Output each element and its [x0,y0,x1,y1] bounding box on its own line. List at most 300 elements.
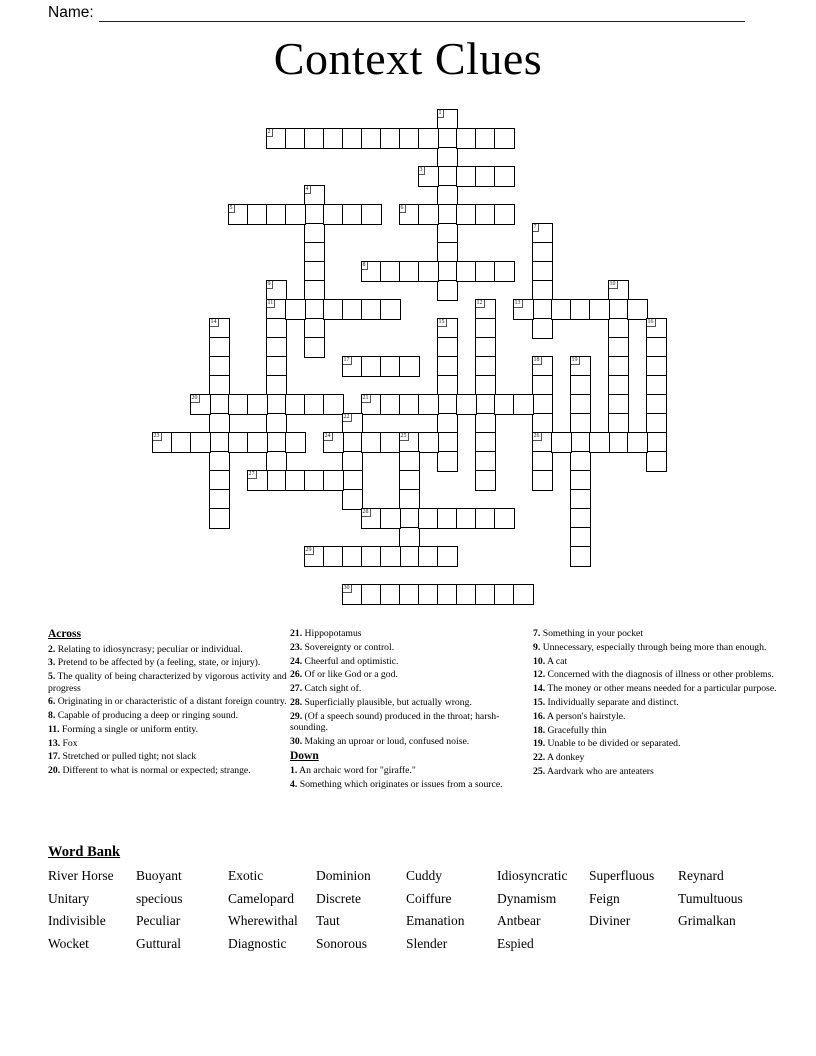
grid-cell[interactable] [380,128,401,149]
grid-cell[interactable] [475,166,496,187]
grid-cell[interactable] [627,432,648,453]
grid-cell[interactable] [532,394,553,415]
grid-cell[interactable] [190,394,211,415]
grid-cell[interactable] [418,584,439,605]
grid-cell[interactable] [475,261,496,282]
grid-cell[interactable] [304,280,325,301]
cell-number: 30 [343,585,350,591]
grid-cell[interactable] [209,375,230,396]
clue-number: 7. [533,628,541,639]
grid-cell[interactable] [399,261,420,282]
grid-cell[interactable] [380,546,401,567]
cell-number: 2 [267,129,271,135]
grid-cell[interactable] [532,299,553,320]
word-bank-word: Dominion [316,868,371,883]
grid-cell[interactable] [513,299,534,320]
grid-cell[interactable] [437,109,458,130]
grid-cell[interactable] [361,299,382,320]
clue-item: 21. Hippopotamus [290,628,362,639]
grid-cell[interactable] [209,394,230,415]
clue-number: 23. [290,641,303,653]
grid-cell[interactable] [342,470,363,491]
grid-cell[interactable] [342,584,363,605]
grid-cell[interactable] [532,242,553,263]
grid-cell[interactable] [247,470,268,491]
grid-cell[interactable] [532,470,553,491]
grid-cell[interactable] [342,413,363,434]
cell-number: 21 [362,395,369,401]
grid-cell[interactable] [380,508,401,529]
grid-cell[interactable] [475,584,496,605]
word-bank-word: Peculiar [136,913,181,928]
clue-item: 18. Gracefully thin [533,724,607,736]
grid-cell[interactable] [399,546,420,567]
grid-cell[interactable] [361,394,382,415]
grid-cell[interactable] [342,451,363,472]
clue-section-header: Across [48,628,82,640]
grid-cell[interactable] [646,394,667,415]
clues-column-left [48,628,288,779]
grid-cell[interactable] [323,394,344,415]
cell-number: 19 [571,357,578,363]
grid-cell[interactable] [437,546,458,567]
grid-cell[interactable] [627,299,648,320]
grid-cell[interactable] [399,584,420,605]
clue-item: 8. Capable of producing a deep or ringing sound. [48,710,238,722]
grid-cell[interactable] [380,299,401,320]
grid-cell[interactable] [570,432,591,453]
cell-number: 17 [343,357,350,363]
grid-cell[interactable] [228,204,249,225]
grid-cell[interactable] [190,432,211,453]
clue-number: 10. [533,655,546,667]
word-bank-word: Superfluous [589,868,655,883]
cell-number: 6 [400,205,404,211]
grid-cell[interactable] [304,185,325,206]
clue-section-header: Down [290,749,319,762]
grid-cell[interactable] [570,489,591,510]
cell-number: 4 [305,186,309,192]
grid-cell[interactable] [361,432,382,453]
grid-cell[interactable] [608,394,629,415]
name-label: Name: [48,4,94,21]
clue-item: 17. Stretched or pulled tight; not slack [48,751,197,763]
clue-item: 28. Superficially plausible, but actually wrong. [290,696,472,708]
grid-cell[interactable] [437,394,458,415]
grid-cell[interactable] [456,584,477,605]
page-title: Context Clues [273,33,543,84]
grid-cell[interactable] [304,223,325,244]
grid-cell[interactable] [494,166,515,187]
grid-cell[interactable] [399,489,420,510]
word-bank-word: Emanation [406,913,465,928]
grid-cell[interactable] [646,451,667,472]
grid-cell[interactable] [532,223,553,244]
grid-cell[interactable] [475,470,496,491]
grid-cell[interactable] [608,280,629,301]
grid-cell[interactable] [380,584,401,605]
grid-cell[interactable] [532,261,553,282]
grid-cell[interactable] [589,432,610,453]
grid-cell[interactable] [285,204,306,225]
grid-cell[interactable] [437,375,458,396]
word-bank-word: Dynamism [497,890,557,906]
grid-cell[interactable] [152,432,173,453]
grid-cell[interactable] [475,318,496,339]
grid-cell[interactable] [266,318,287,339]
word-bank-word: River Horse [48,868,114,883]
word-bank-word: Buoyant [136,868,182,883]
grid-cell[interactable] [418,128,439,149]
cell-number: 16 [647,319,654,325]
grid-cell[interactable] [475,508,496,529]
grid-cell[interactable] [418,261,439,282]
grid-cell[interactable] [380,432,401,453]
grid-cell[interactable] [475,451,496,472]
grid-cell[interactable] [285,128,306,149]
word-bank-word: Wherewithal [228,913,298,928]
clue-item: 23. Sovereignty or control. [290,641,395,653]
clue-number: 8. [48,710,56,722]
clue-number: 18. [533,724,546,736]
grid-cell[interactable] [437,337,458,358]
grid-cell[interactable] [551,432,572,453]
cell-number: 5 [229,205,233,211]
grid-cell[interactable] [570,299,591,320]
grid-cell[interactable] [209,318,230,339]
grid-cell[interactable] [437,242,458,263]
grid-cell[interactable] [456,166,477,187]
grid-cell[interactable] [209,470,230,491]
grid-cell[interactable] [285,470,306,491]
grid-cell[interactable] [437,318,458,339]
clue-number: 15. [533,696,546,708]
clue-number: 4. [290,779,298,791]
grid-cell[interactable] [266,204,287,225]
cell-number: 1 [438,110,442,116]
grid-cell[interactable] [171,432,192,453]
word-bank-label: Word Bank [48,844,121,860]
grid-cell[interactable] [266,394,287,415]
grid-cell[interactable] [456,128,477,149]
grid-cell[interactable] [494,584,515,605]
grid-cell[interactable] [361,546,382,567]
grid-cell[interactable] [570,470,591,491]
grid-cell[interactable] [494,508,515,529]
grid-cell[interactable] [342,432,363,453]
grid-cell[interactable] [608,432,629,453]
grid-cell[interactable] [285,299,306,320]
cell-number: 23 [153,433,160,439]
cell-number: 24 [324,433,331,439]
cell-number: 22 [343,414,350,420]
grid-cell[interactable] [304,337,325,358]
clue-item: 5. The quality of being characterized by vigorous activity and progress [48,671,287,694]
grid-cell[interactable] [361,356,382,377]
grid-cell[interactable] [570,394,591,415]
grid-cell[interactable] [209,356,230,377]
grid-cell[interactable] [646,337,667,358]
grid-cell[interactable] [399,204,420,225]
word-bank-word: Guttural [136,935,181,951]
grid-cell[interactable] [361,128,382,149]
grid-cell[interactable] [228,432,249,453]
grid-cell[interactable] [209,413,230,434]
cell-number: 10 [609,281,616,287]
word-bank-word: Slender [406,935,448,951]
grid-cell[interactable] [304,128,325,149]
grid-cell[interactable] [304,546,325,567]
grid-cell[interactable] [266,280,287,301]
word-bank-word: Reynard [678,868,724,883]
grid-cell[interactable] [608,413,629,434]
cell-number: 15 [438,319,445,325]
grid-cell[interactable] [380,394,401,415]
grid-cell[interactable] [494,128,515,149]
grid-cell[interactable] [323,128,344,149]
cell-number: 20 [191,395,198,401]
grid-cell[interactable] [361,204,382,225]
grid-cell[interactable] [608,375,629,396]
clue-item: 7. Something in your pocket [533,628,644,639]
grid-cell[interactable] [247,394,268,415]
grid-cell[interactable] [589,299,610,320]
grid-cell[interactable] [551,299,572,320]
grid-cell[interactable] [323,299,344,320]
grid-cell[interactable] [418,394,439,415]
grid-cell[interactable] [380,356,401,377]
cell-number: 11 [267,300,274,306]
grid-cell[interactable] [380,261,401,282]
clue-item: 16. A person's hairstyle. [533,710,626,722]
word-bank-word: Wocket [48,935,89,951]
grid-cell[interactable] [361,261,382,282]
grid-cell[interactable] [266,432,287,453]
grid-cell[interactable] [437,413,458,434]
grid-cell[interactable] [646,432,667,453]
grid-cell[interactable] [342,128,363,149]
grid-cell[interactable] [266,451,287,472]
grid-cell[interactable] [266,470,287,491]
grid-cell[interactable] [285,394,306,415]
grid-cell[interactable] [304,242,325,263]
grid-cell[interactable] [513,584,534,605]
grid-cell[interactable] [209,432,230,453]
grid-cell[interactable] [399,394,420,415]
grid-cell[interactable] [437,147,458,168]
grid-cell[interactable] [247,432,268,453]
grid-cell[interactable] [437,204,458,225]
grid-cell[interactable] [323,470,344,491]
clue-number: 20. [48,765,61,777]
grid-cell[interactable] [475,299,496,320]
clue-item: 26. Of or like God or a god. [290,669,398,681]
name-blank-line[interactable] [99,3,745,22]
grid-cell[interactable] [570,356,591,377]
grid-cell[interactable] [323,432,344,453]
word-bank-word: Taut [316,913,340,928]
grid-cell[interactable] [456,261,477,282]
grid-cell[interactable] [323,546,344,567]
grid-cell[interactable] [304,394,325,415]
grid-cell[interactable] [570,451,591,472]
clues-column-right [533,628,791,780]
grid-cell[interactable] [570,546,591,567]
grid-cell[interactable] [532,356,553,377]
grid-cell[interactable] [494,394,515,415]
grid-cell[interactable] [437,128,458,149]
grid-cell[interactable] [418,432,439,453]
clue-number: 26. [290,669,303,681]
clue-item: 14. The money or other means needed for a particular purpose. [533,683,777,695]
grid-cell[interactable] [456,394,477,415]
clue-item: 25. Aardvark who are anteaters [533,765,654,777]
clue-number: 1. [290,765,298,777]
grid-cell[interactable] [437,432,458,453]
clue-number: 6. [48,696,56,708]
grid-cell[interactable] [323,204,344,225]
grid-cell[interactable] [437,166,458,187]
grid-cell[interactable] [361,584,382,605]
grid-cell[interactable] [570,527,591,548]
grid-cell[interactable] [646,375,667,396]
grid-cell[interactable] [513,394,534,415]
clue-item: 22. A donkey [533,752,585,764]
clue-number: 11. [48,723,60,735]
cell-number: 26 [533,433,540,439]
grid-cell[interactable] [399,508,420,529]
grid-cell[interactable] [646,413,667,434]
grid-cell[interactable] [209,451,230,472]
grid-cell[interactable] [304,204,325,225]
cell-number: 12 [476,300,483,306]
grid-cell[interactable] [456,508,477,529]
grid-cell[interactable] [532,451,553,472]
grid-cell[interactable] [532,280,553,301]
grid-cell[interactable] [437,261,458,282]
grid-cell[interactable] [475,432,496,453]
grid-cell[interactable] [418,204,439,225]
grid-cell[interactable] [304,470,325,491]
clue-number: 29. [290,710,303,722]
clue-item: 19. Unable to be divided or separated. [533,738,681,750]
grid-cell[interactable] [399,432,420,453]
grid-cell[interactable] [418,508,439,529]
grid-cell[interactable] [399,128,420,149]
grid-cell[interactable] [570,375,591,396]
grid-cell[interactable] [437,508,458,529]
grid-cell[interactable] [437,451,458,472]
grid-cell[interactable] [475,356,496,377]
grid-cell[interactable] [608,299,629,320]
clue-item: 12. Concerned with the diagnosis of illness or other problems. [533,669,774,681]
grid-cell[interactable] [475,413,496,434]
cell-number: 29 [305,547,312,553]
grid-cell[interactable] [646,356,667,377]
grid-cell[interactable] [266,337,287,358]
grid-cell[interactable] [475,394,496,415]
grid-cell[interactable] [570,508,591,529]
grid-cell[interactable] [266,128,287,149]
cell-number: 18 [533,357,540,363]
grid-cell[interactable] [494,261,515,282]
word-bank-grid [48,868,788,951]
word-bank-word: Coiffure [406,890,452,906]
word-bank-word: Diviner [589,913,631,928]
grid-cell[interactable] [532,413,553,434]
grid-cell[interactable] [342,546,363,567]
grid-cell[interactable] [418,546,439,567]
word-bank-word: Exotic [228,868,264,883]
clue-item: 6. Originating in or characteristic of a distant foreign country. [48,696,287,708]
grid-cell[interactable] [342,299,363,320]
cell-number: 13 [514,300,521,306]
grid-cell[interactable] [247,204,268,225]
grid-cell[interactable] [570,413,591,434]
grid-cell[interactable] [266,375,287,396]
grid-cell[interactable] [361,508,382,529]
grid-cell[interactable] [399,451,420,472]
grid-cell[interactable] [342,204,363,225]
grid-cell[interactable] [209,508,230,529]
name-row [48,3,745,22]
grid-cell[interactable] [475,337,496,358]
clue-item: 24. Cheerful and optimistic. [290,655,399,667]
grid-cell[interactable] [209,489,230,510]
grid-cell[interactable] [304,318,325,339]
grid-cell[interactable] [608,356,629,377]
grid-cell[interactable] [532,432,553,453]
word-bank-word: Espied [497,935,534,951]
grid-cell[interactable] [437,223,458,244]
grid-cell[interactable] [228,394,249,415]
grid-cell[interactable] [437,185,458,206]
grid-cell[interactable] [418,166,439,187]
cell-number: 28 [362,509,369,515]
grid-cell[interactable] [285,432,306,453]
grid-cell[interactable] [399,356,420,377]
grid-cell[interactable] [437,280,458,301]
grid-cell[interactable] [475,375,496,396]
grid-cell[interactable] [266,356,287,377]
clue-number: 25. [533,765,546,777]
grid-cell[interactable] [342,356,363,377]
grid-cell[interactable] [304,261,325,282]
grid-cell[interactable] [608,318,629,339]
grid-cell[interactable] [494,204,515,225]
grid-cell[interactable] [266,299,287,320]
clue-number: 14. [533,683,546,695]
grid-cell[interactable] [209,337,230,358]
grid-cell[interactable] [304,299,325,320]
grid-cell[interactable] [532,318,553,339]
grid-cell[interactable] [475,204,496,225]
clue-item: 10. A cat [533,655,568,667]
grid-cell[interactable] [399,470,420,491]
grid-cell[interactable] [399,527,420,548]
grid-cell[interactable] [608,337,629,358]
grid-cell[interactable] [437,356,458,377]
grid-cell[interactable] [475,128,496,149]
grid-cell[interactable] [646,318,667,339]
grid-cell[interactable] [266,413,287,434]
grid-cell[interactable] [532,375,553,396]
grid-cell[interactable] [437,584,458,605]
grid-cell[interactable] [342,489,363,510]
clue-item: 2. Relating to idiosyncrasy; peculiar or individual. [48,643,243,655]
grid-cell[interactable] [456,204,477,225]
clue-number: 28. [290,696,303,708]
